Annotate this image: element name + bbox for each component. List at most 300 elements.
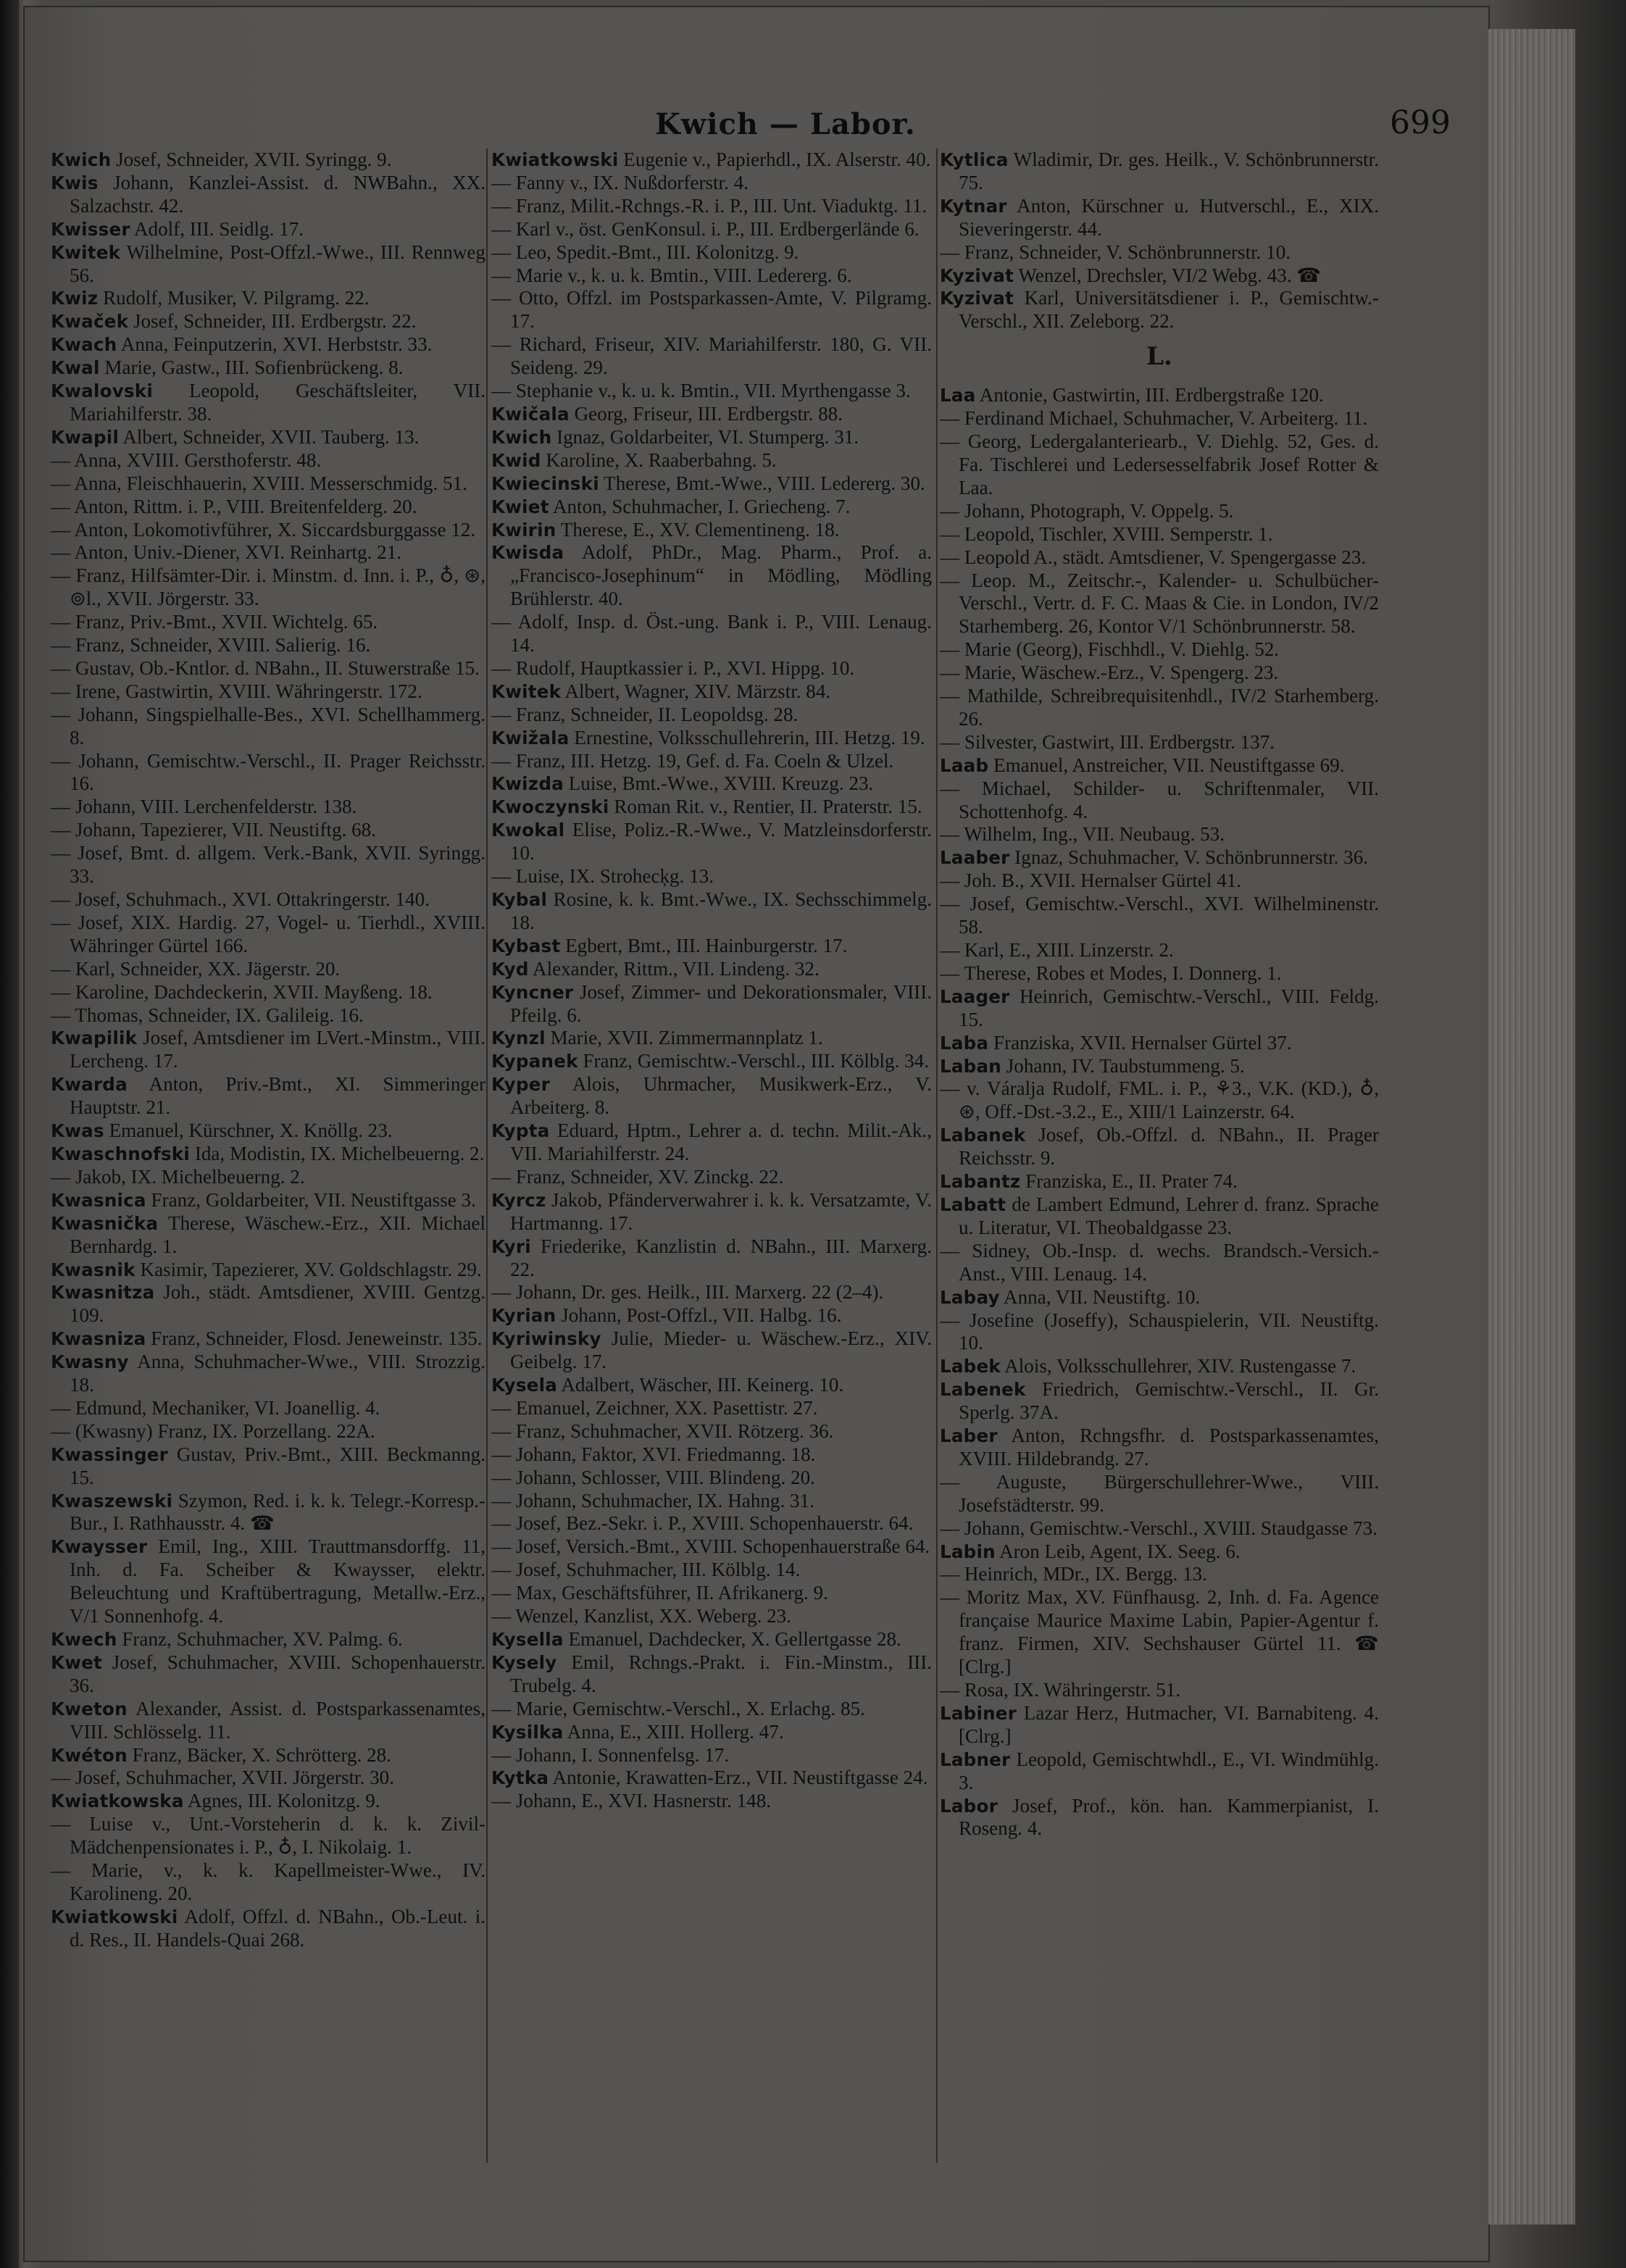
directory-entry xyxy=(51,1490,485,1536)
directory-entry xyxy=(491,264,932,288)
directory-entry xyxy=(491,1698,932,1721)
directory-entry xyxy=(491,796,932,819)
directory-entry xyxy=(51,1859,485,1906)
entry-surname: Kwasny xyxy=(51,1351,129,1373)
directory-entry xyxy=(940,685,1379,731)
directory-entry xyxy=(491,1721,932,1744)
entry-details: Anton, Priv.-Bmt., XI. Simmeringer Hauptstr. 21. xyxy=(70,1073,485,1119)
entry-surname: Kwech xyxy=(51,1629,117,1650)
directory-entry xyxy=(491,172,932,195)
entry-surname: Kwičala xyxy=(491,403,570,425)
directory-entry xyxy=(51,1027,485,1073)
directory-entry xyxy=(491,1281,932,1304)
entry-details: — Johann, Faktor, XVI. Friedmanng. 18. xyxy=(491,1443,816,1465)
directory-entry xyxy=(940,870,1379,893)
entry-details: Jakob, Pfänderverwahrer i. k. k. Versatzamte, V. Hartmanng. 17. xyxy=(510,1188,932,1234)
entry-details: — Anton, Rittm. i. P., VIII. Breitenfelderg. 20. xyxy=(51,495,417,517)
entry-surname: Kwet xyxy=(51,1651,103,1673)
directory-entry xyxy=(491,1420,932,1443)
directory-entry xyxy=(940,500,1379,523)
directory-entry xyxy=(491,1490,932,1513)
directory-entry xyxy=(51,496,485,519)
entry-details: — v. Váralja Rudolf, FML. i. P., ⚘3., V.K. (KD.), ♁, ⊛, Off.-Dst.-3.2., E., XIII/1 Lainzerstr. 64. xyxy=(940,1077,1379,1123)
directory-entry xyxy=(940,149,1379,195)
entry-surname: Labay xyxy=(940,1286,1000,1308)
directory-entry xyxy=(491,472,932,496)
directory-entry xyxy=(51,310,485,333)
entry-details: Johann, Kanzlei-Assist. d. NWBahn., XX. Salzachstr. 42. xyxy=(70,171,485,217)
entry-details: — Jakob, IX. Michelbeuerng. 2. xyxy=(51,1165,305,1188)
entry-details: Johann, Post-Offzl., VII. Halbg. 16. xyxy=(561,1304,842,1327)
entry-details: — Anton, Lokomotivführer, X. Siccardsburggasse 12. xyxy=(51,518,476,541)
directory-entry xyxy=(940,962,1379,985)
directory-entry xyxy=(51,680,485,704)
directory-entry xyxy=(51,611,485,634)
directory-entry xyxy=(940,893,1379,939)
entry-details: — Karoline, Dachdeckerin, XVII. Mayßeng. 18. xyxy=(51,980,433,1003)
entry-details: Agnes, III. Kolonitzg. 9. xyxy=(187,1790,380,1812)
entry-surname: Kwal xyxy=(51,357,100,379)
entry-details: Aron Leib, Agent, IX. Seeg. 6. xyxy=(999,1540,1241,1562)
entry-surname: Kwasnitza xyxy=(51,1282,155,1304)
entry-details: Ida, Modistin, IX. Michelbeuerng. 2. xyxy=(194,1142,485,1164)
page-stack-edge xyxy=(1488,29,1575,2225)
directory-entry xyxy=(940,1748,1379,1795)
entry-surname: Laa xyxy=(940,385,976,407)
entry-details: Heinrich, Gemischtw.-Verschl., VIII. Feldg. 15. xyxy=(959,985,1379,1030)
directory-entry xyxy=(51,888,485,912)
directory-entry xyxy=(940,1378,1379,1425)
directory-entry xyxy=(940,846,1379,870)
directory-entry xyxy=(491,1467,932,1490)
directory-entry xyxy=(491,519,932,542)
entry-details: — Mathilde, Schreibrequisitenhdl., IV/2 Starhemberg. 26. xyxy=(940,685,1379,730)
entry-surname: Kysely xyxy=(491,1651,557,1673)
directory-entry xyxy=(491,1744,932,1767)
entry-details: — Marie, v., k. k. Kapellmeister-Wwe., IV. Karolineng. 20. xyxy=(51,1859,485,1904)
entry-surname: Kwitek xyxy=(491,680,562,702)
directory-entry xyxy=(940,1517,1379,1541)
directory-entry xyxy=(491,403,932,426)
entry-surname: Kwiatkowska xyxy=(51,1790,184,1812)
directory-entry xyxy=(51,1120,485,1143)
directory-entry xyxy=(51,472,485,496)
directory-entry xyxy=(51,1813,485,1859)
entry-details: Adolf, Offzl. d. NBahn., Ob.-Leut. i. d. Res., II. Handels-Quai 268. xyxy=(70,1905,485,1951)
directory-entry xyxy=(51,241,485,288)
directory-entry xyxy=(491,1651,932,1698)
entry-details: Johann, IV. Taubstummeng. 5. xyxy=(1006,1054,1245,1077)
directory-entry xyxy=(491,772,932,796)
directory-entry xyxy=(940,1586,1379,1679)
running-head: Kwich — Labor. xyxy=(655,107,916,141)
entry-surname: Laager xyxy=(940,985,1010,1007)
entry-details: Leopold, Gemischtwhdl., E., VI. Windmühlg. 3. xyxy=(959,1748,1379,1793)
entry-surname: Kwizda xyxy=(491,773,564,795)
entry-surname: Kwapil xyxy=(51,426,120,448)
entry-details: Emanuel, Anstreicher, VII. Neustiftgasse 69. xyxy=(993,754,1345,776)
directory-entry xyxy=(51,287,485,310)
entry-details: Franz, Gemischtw.-Verschl., III. Kölblg. 34. xyxy=(583,1050,929,1072)
entry-surname: Kyrian xyxy=(491,1305,556,1327)
directory-entry xyxy=(491,611,932,657)
entry-details: — Marie (Georg), Fischhdl., V. Diehlg. 52. xyxy=(940,638,1280,661)
entry-surname: Kyzivat xyxy=(940,288,1014,309)
entry-details: — Johann, VIII. Lerchenfelderstr. 138. xyxy=(51,796,357,818)
entry-surname: Kyzivat xyxy=(940,264,1014,286)
entry-details: Josef, Prof., kön. han. Kammerpianist, I. Roseng. 4. xyxy=(959,1794,1379,1840)
entry-surname: Kysilka xyxy=(491,1721,564,1743)
entry-surname: Labor xyxy=(940,1795,998,1817)
entry-details: — Luise v., Unt.-Vorsteherin d. k. k. Zivil-Mädchenpensionates i. P., ♁, I. Nikolaig. 1. xyxy=(51,1813,485,1859)
entry-details: Josef, Amtsdiener im LVert.-Minstm., VIII. Lercheng. 17. xyxy=(70,1027,485,1072)
entry-surname: Kwach xyxy=(51,334,117,356)
entry-details: Franz, Bäcker, X. Schrötterg. 28. xyxy=(132,1743,391,1766)
entry-details: — (Kwasny) Franz, IX. Porzellang. 22A. xyxy=(51,1419,375,1442)
entry-details: — Marie v., k. u. k. Bmtin., VIII. Ledererg. 6. xyxy=(491,264,852,286)
directory-entry xyxy=(51,426,485,449)
entry-details: Szymon, Red. i. k. k. Telegr.-Korresp.-Bur., I. Rathhausstr. 4. ☎ xyxy=(70,1489,485,1535)
entry-surname: Kwapilik xyxy=(51,1027,138,1049)
entry-surname: Kweton xyxy=(51,1698,128,1719)
column-rule xyxy=(936,149,938,2163)
entry-surname: Kwaysser xyxy=(51,1536,148,1558)
directory-entry xyxy=(51,634,485,657)
entry-details: — Richard, Friseur, XIV. Mariahilferstr. 180, G. VII. Seideng. 29. xyxy=(491,333,932,379)
entry-details: — Franz, Schneider, V. Schönbrunnerstr. 10. xyxy=(940,241,1291,263)
directory-entry xyxy=(940,638,1379,662)
directory-entry xyxy=(940,195,1379,241)
entry-surname: Kwarda xyxy=(51,1074,128,1096)
directory-entry xyxy=(51,1281,485,1327)
entry-details: — Wenzel, Kanzlist, XX. Weberg. 23. xyxy=(491,1605,791,1627)
entry-details: Egbert, Bmt., III. Hainburgerstr. 17. xyxy=(565,934,848,956)
directory-entry xyxy=(491,704,932,727)
entry-details: — Rosa, IX. Währingerstr. 51. xyxy=(940,1679,1181,1701)
directory-entry xyxy=(940,823,1379,846)
directory-entry xyxy=(491,1767,932,1790)
entry-surname: Kwiz xyxy=(51,288,99,309)
entry-details: — Leop. M., Zeitschr.-, Kalender- u. Schulbücher-Verschl., Vertr. d. F. C. Maas & Cie. in London, IV/2 Starhemberg. 26, Kontor V/1 Schönbrunnerstr. 58. xyxy=(940,569,1379,638)
entry-details: — Adolf, Insp. d. Öst.-ung. Bank i. P., VIII. Lenaug. 14. xyxy=(491,611,932,656)
entry-details: Kasimir, Tapezierer, XV. Goldschlagstr. 29. xyxy=(140,1258,482,1280)
entry-surname: Kwich xyxy=(51,149,112,170)
entry-details: Julie, Mieder- u. Wäschew.-Erz., XIV. Geibelg. 17. xyxy=(510,1327,932,1373)
entry-surname: Kwaček xyxy=(51,311,129,333)
directory-entry xyxy=(51,380,485,426)
entry-details: Anna, Feinputzerin, XVI. Herbststr. 33. xyxy=(120,333,433,356)
directory-entry xyxy=(940,1193,1379,1240)
entry-details: Adolf, PhDr., Mag. Pharm., Prof. a. „Francisco-Josephinum“ in Mödling, Mödling Brühlerstr. 40. xyxy=(510,541,932,610)
directory-entry xyxy=(491,149,932,172)
directory-entry xyxy=(51,541,485,564)
entry-details: — Emanuel, Zeichner, XX. Pasettistr. 27. xyxy=(491,1396,818,1419)
directory-entry xyxy=(940,777,1379,824)
entry-details: — Rudolf, Hauptkassier i. P., XVI. Hippg. 10. xyxy=(491,656,855,679)
entry-surname: Laab xyxy=(940,754,989,776)
entry-details: — Sidney, Ob.-Insp. d. wechs. Brandsch.-Versich.-Anst., VIII. Lenaug. 14. xyxy=(940,1239,1379,1285)
directory-entry xyxy=(491,1073,932,1120)
directory-column-2 xyxy=(491,149,932,2156)
entry-details: — Max, Geschäftsführer, II. Afrikanerg. 9. xyxy=(491,1582,828,1604)
directory-entry xyxy=(51,1259,485,1282)
directory-entry xyxy=(51,149,485,172)
entry-details: Wladimir, Dr. ges. Heilk., V. Schönbrunnerstr. 75. xyxy=(959,149,1379,193)
entry-details: — Franz, III. Hetzg. 19, Gef. d. Fa. Coeln & Ulzel. xyxy=(491,749,894,772)
entry-details: Anton, Rchngsfhr. d. Postsparkassenamtes, XVIII. Hildebrandg. 27. xyxy=(959,1425,1379,1469)
entry-details: Marie, XVII. Zimmermannplatz 1. xyxy=(550,1027,823,1049)
directory-entry xyxy=(491,1027,932,1050)
entry-details: — Michael, Schilder- u. Schriftenmaler, VII. Schottenhofg. 4. xyxy=(940,777,1379,822)
directory-entry xyxy=(940,384,1379,407)
entry-details: — Luise, IX. Strohecķg. 13. xyxy=(491,865,714,888)
directory-entry xyxy=(940,264,1379,288)
page-header xyxy=(25,94,1488,152)
directory-entry xyxy=(940,1124,1379,1170)
directory-entry xyxy=(940,985,1379,1032)
directory-entry xyxy=(940,1055,1379,1078)
directory-entry xyxy=(940,1541,1379,1564)
entry-details: — Josef, Bmt. d. allgem. Verk.-Bank, XVII. Syringg. 33. xyxy=(51,842,485,888)
entry-surname: Kwasnica xyxy=(51,1189,146,1211)
entry-details: — Johann, Gemischtw.-Verschl., XVIII. Staudgasse 73. xyxy=(940,1517,1377,1539)
column-rule xyxy=(486,149,488,2163)
entry-details: Eugenie v., Papierhdl., IX. Alserstr. 40. xyxy=(623,149,931,170)
entry-details: — Josef, Bez.-Sekr. i. P., XVIII. Schopenhauerstr. 64. xyxy=(491,1512,914,1535)
entry-details: — Karl, E., XIII. Linzerstr. 2. xyxy=(940,939,1174,961)
entry-details: — Karl v., öst. GenKonsul. i. P., III. Erdbergerlände 6. xyxy=(491,217,920,240)
entry-details: — Irene, Gastwirtin, XVIII. Währingerstr. 172. xyxy=(51,680,422,702)
book-gutter xyxy=(0,0,19,2268)
entry-surname: Kwalovski xyxy=(51,380,153,402)
entry-surname: Kwaszewski xyxy=(51,1490,173,1512)
directory-entry xyxy=(491,1189,932,1235)
directory-entry xyxy=(491,1304,932,1327)
entry-details: Joh., städt. Amtsdiener, XVIII. Gentzg. 109. xyxy=(70,1281,485,1327)
entry-details: Friederike, Kanzlistin d. NBahn., III. Marxerg. 22. xyxy=(510,1235,932,1280)
entry-surname: Kwirin xyxy=(491,519,556,541)
entry-details: — Josef, Schuhmach., XVI. Ottakringerstr. 140. xyxy=(51,888,430,910)
entry-details: — Edmund, Mechaniker, VI. Joanellig. 4. xyxy=(51,1396,380,1419)
entry-details: — Franz, Milit.-Rchngs.-R. i. P., III. Unt. Viaduktg. 11. xyxy=(491,194,927,217)
entry-details: Josef, Schuhmacher, XVIII. Schopenhauerstr. 36. xyxy=(70,1651,485,1696)
entry-surname: Kynzl xyxy=(491,1027,546,1049)
entry-surname: Labantz xyxy=(940,1171,1021,1193)
entry-details: Luise, Bmt.-Wwe., XVIII. Kreuzg. 23. xyxy=(568,772,874,795)
entry-details: — Josef, XIX. Hardig. 27, Vogel- u. Tierhdl., XVIII. Währinger Gürtel 166. xyxy=(51,911,485,956)
entry-details: Rosine, k. k. Bmt.-Wwe., IX. Sechsschimmelg. 18. xyxy=(510,888,932,933)
directory-entry xyxy=(940,407,1379,430)
entry-details: Anna, Schuhmacher-Wwe., VIII. Strozzig. 18. xyxy=(70,1351,485,1396)
directory-entry xyxy=(491,657,932,680)
directory-entry xyxy=(51,912,485,958)
entry-details: Ernestine, Volksschullehrerin, III. Hetzg. 19. xyxy=(574,726,925,749)
directory-entry xyxy=(491,1559,932,1582)
directory-entry xyxy=(940,1077,1379,1124)
entry-surname: Kwas xyxy=(51,1120,104,1142)
directory-entry xyxy=(491,426,932,449)
directory-entry xyxy=(51,1166,485,1189)
entry-details: Franz, Schneider, Flosd. Jeneweinstr. 135. xyxy=(151,1327,483,1350)
entry-details: — Heinrich, MDr., IX. Bergg. 13. xyxy=(940,1563,1207,1585)
entry-details: — Johann, Gemischtw.-Verschl., II. Prager Reichsstr. 16. xyxy=(51,749,485,795)
entry-surname: Kwiatkowski xyxy=(51,1906,178,1927)
directory-column-3 xyxy=(940,149,1379,2156)
directory-entry xyxy=(491,727,932,750)
entry-details: — Johann, E., XVI. Hasnerstr. 148. xyxy=(491,1790,772,1812)
directory-entry xyxy=(940,1170,1379,1193)
entry-details: — Silvester, Gastwirt, III. Erdbergstr. 137. xyxy=(940,730,1275,753)
directory-entry xyxy=(51,958,485,981)
directory-entry xyxy=(940,1240,1379,1286)
entry-details: — Josef, Versich.-Bmt., XVIII. Schopenhauerstraße 64. xyxy=(491,1535,930,1558)
entry-surname: Kwasnik xyxy=(51,1259,136,1280)
entry-details: Friedrich, Gemischtw.-Verschl., II. Gr. Sperlg. 37A. xyxy=(959,1378,1379,1424)
entry-details: Gustav, Priv.-Bmt., XIII. Beckmanng. 15. xyxy=(70,1443,485,1488)
directory-entry xyxy=(51,218,485,241)
entry-surname: Kyd xyxy=(491,958,529,980)
directory-entry xyxy=(51,819,485,842)
entry-details: Adalbert, Wäscher, III. Keinerg. 10. xyxy=(561,1374,844,1396)
entry-details: Josef, Schneider, XVII. Syringg. 9. xyxy=(116,149,392,170)
entry-details: Emil, Ing., XIII. Trauttmansdorffg. 11, Inh. d. Fa. Scheiber & Kwaysser, elektr. Beleuchtung und Kraftübertragung, Metallw.-Erz., V/1 Sonnenhofg. 4. xyxy=(70,1535,485,1627)
entry-details: Therese, Bmt.-Wwe., VIII. Ledererg. 30. xyxy=(604,472,925,494)
directory-entry xyxy=(940,1702,1379,1748)
entry-details: Emanuel, Kürschner, X. Knöllg. 23. xyxy=(109,1120,393,1142)
directory-entry xyxy=(491,541,932,611)
directory-entry xyxy=(491,218,932,241)
entry-details: — Franz, Hilfsämter-Dir. i. Minstm. d. Inn. i. P., ♁, ⊛, ⊚l., XVII. Jörgerstr. 33. xyxy=(51,564,485,610)
directory-entry xyxy=(51,1189,485,1212)
directory-entry xyxy=(51,1790,485,1813)
directory-entry xyxy=(491,680,932,704)
entry-details: Rudolf, Musiker, V. Pilgramg. 22. xyxy=(103,287,370,309)
directory-entry xyxy=(491,287,932,333)
entry-details: — Anna, XVIII. Gersthoferstr. 48. xyxy=(51,449,322,471)
entry-details: — Fanny v., IX. Nußdorferstr. 4. xyxy=(491,171,749,193)
entry-surname: Laaber xyxy=(940,847,1010,869)
entry-surname: Labin xyxy=(940,1541,996,1562)
entry-surname: Kwasniza xyxy=(51,1328,146,1350)
entry-details: Anna, E., XIII. Hollerg. 47. xyxy=(567,1720,784,1743)
entry-surname: Kwassinger xyxy=(51,1443,169,1465)
entry-details: — Marie, Gemischtw.-Verschl., X. Erlachg. 85. xyxy=(491,1697,865,1719)
entry-details: — Anna, Fleischhauerin, XVIII. Messerschmidg. 51. xyxy=(51,472,467,494)
entry-details: Josef, Schneider, III. Erdbergstr. 22. xyxy=(133,310,417,333)
directory-entry xyxy=(491,1050,932,1073)
entry-surname: Kwoczynski xyxy=(491,796,609,818)
entry-details: Anna, VII. Neustiftg. 10. xyxy=(1004,1285,1201,1308)
entry-surname: Kysela xyxy=(491,1375,558,1396)
directory-entry xyxy=(51,1906,485,1952)
directory-entry xyxy=(940,1471,1379,1517)
entry-surname: Labner xyxy=(940,1748,1011,1770)
entry-details: Alois, Volksschullehrer, XIV. Rustengasse 7. xyxy=(1004,1355,1356,1377)
directory-entry xyxy=(491,750,932,773)
entry-details: — Karl, Schneider, XX. Jägerstr. 20. xyxy=(51,957,341,980)
entry-details: Therese, E., XV. Clementineng. 18. xyxy=(560,518,840,541)
entry-details: — Franz, Schuhmacher, XVII. Rötzerg. 36. xyxy=(491,1419,834,1442)
entry-surname: Kwokal xyxy=(491,820,565,841)
directory-entry xyxy=(491,449,932,472)
entry-surname: Kytka xyxy=(491,1767,549,1789)
directory-entry xyxy=(51,1767,485,1790)
entry-details: — Johann, Singspielhalle-Bes., XVI. Schellhammerg. 8. xyxy=(51,703,485,749)
directory-entry xyxy=(491,1235,932,1282)
entry-surname: Kwisser xyxy=(51,218,130,240)
entry-details: — Therese, Robes et Modes, I. Donnerg. 1. xyxy=(940,962,1282,984)
page-number: 699 xyxy=(1390,104,1451,141)
directory-entry xyxy=(940,1309,1379,1356)
entry-surname: Kwaschnofski xyxy=(51,1143,191,1164)
entry-details: — Thomas, Schneider, IX. Galileig. 16. xyxy=(51,1004,364,1026)
entry-surname: Kwiatkowski xyxy=(491,149,619,170)
entry-details: Emanuel, Dachdecker, X. Gellertgasse 28. xyxy=(568,1628,901,1650)
entry-details: Josef, Ob.-Offzl. d. NBahn., II. Prager Reichsstr. 9. xyxy=(959,1124,1379,1170)
entry-surname: Kwis xyxy=(51,172,99,193)
entry-surname: Kyri xyxy=(491,1235,531,1257)
entry-details: Lazar Herz, Hutmacher, VI. Barnabiteng. 4. [Clrg.] xyxy=(959,1701,1379,1747)
entry-surname: Kyper xyxy=(491,1074,550,1096)
entry-surname: Kwéton xyxy=(51,1744,128,1766)
entry-details: — Franz, Schneider, XVIII. Salierig. 16. xyxy=(51,634,371,656)
entry-details: Antonie, Krawatten-Erz., VII. Neustiftgasse 24. xyxy=(552,1767,928,1789)
directory-entry xyxy=(51,1351,485,1397)
entry-details: Anton, Kürschner u. Hutverschl., E., XIX. Sieveringerstr. 44. xyxy=(959,194,1379,240)
entry-details: — Johann, I. Sonnenfelsg. 17. xyxy=(491,1743,730,1766)
directory-column-1 xyxy=(51,149,485,2156)
entry-details: Alexander, Assist. d. Postsparkassenamtes, VIII. Schlösselg. 11. xyxy=(70,1697,485,1743)
entry-details: — Moritz Max, XV. Fünfhausg. 2, Inh. d. Fa. Agence française Maurice Maxime Labin, Papier-Agentur f. franz. Firmen, XIV. Sechshauser Gürtel 11. ☎ [Clrg.] xyxy=(940,1586,1379,1678)
entry-surname: Kyriwinsky xyxy=(491,1328,601,1350)
entry-details: — Gustav, Ob.-Kntlor. d. NBahn., II. Stuwerstraße 15. xyxy=(51,656,480,679)
directory-entry xyxy=(940,1563,1379,1586)
entry-details: Franziska, E., II. Prater 74. xyxy=(1025,1170,1238,1193)
directory-entry xyxy=(491,1605,932,1628)
directory-entry xyxy=(51,449,485,472)
entry-details: Therese, Wäschew.-Erz., XII. Michael Bernhardg. 1. xyxy=(70,1212,485,1257)
directory-entry xyxy=(51,333,485,357)
entry-details: Josef, Zimmer- und Dekorationsmaler, VIII. Pfeilg. 6. xyxy=(510,980,932,1026)
directory-entry xyxy=(491,888,932,935)
entry-details: Georg, Friseur, III. Erdbergstr. 88. xyxy=(574,402,843,425)
entry-surname: Laban xyxy=(940,1055,1001,1077)
entry-details: — Leopold A., städt. Amtsdiener, V. Spengergasse 23. xyxy=(940,546,1367,568)
entry-details: Leopold, Geschäftsleiter, VII. Mariahilferstr. 38. xyxy=(70,380,485,425)
directory-entry xyxy=(491,195,932,218)
directory-entry xyxy=(51,981,485,1004)
directory-entry xyxy=(51,1651,485,1698)
entry-details: — Johann, Tapezierer, VII. Neustiftg. 68. xyxy=(51,819,376,841)
section-letter-heading: L. xyxy=(1146,342,1172,372)
entry-details: Roman Rit. v., Rentier, II. Praterstr. 15. xyxy=(614,796,922,818)
entry-details: — Josef, Schuhmacher, III. Kölblg. 14. xyxy=(491,1559,801,1581)
entry-surname: Kypanek xyxy=(491,1051,578,1072)
directory-entry xyxy=(51,1744,485,1767)
directory-entry xyxy=(51,750,485,796)
directory-entry xyxy=(491,981,932,1027)
entry-surname: Labatt xyxy=(940,1193,1006,1215)
directory-entry xyxy=(51,704,485,750)
directory-entry xyxy=(940,287,1379,333)
directory-entry xyxy=(940,546,1379,570)
directory-entry xyxy=(491,241,932,264)
entry-details: Karoline, X. Raaberbahng. 5. xyxy=(546,449,777,471)
entry-details: Adolf, III. Seidlg. 17. xyxy=(133,217,304,240)
directory-entry xyxy=(491,1582,932,1605)
entry-surname: Kwitek xyxy=(51,241,121,263)
entry-surname: Laber xyxy=(940,1425,998,1447)
